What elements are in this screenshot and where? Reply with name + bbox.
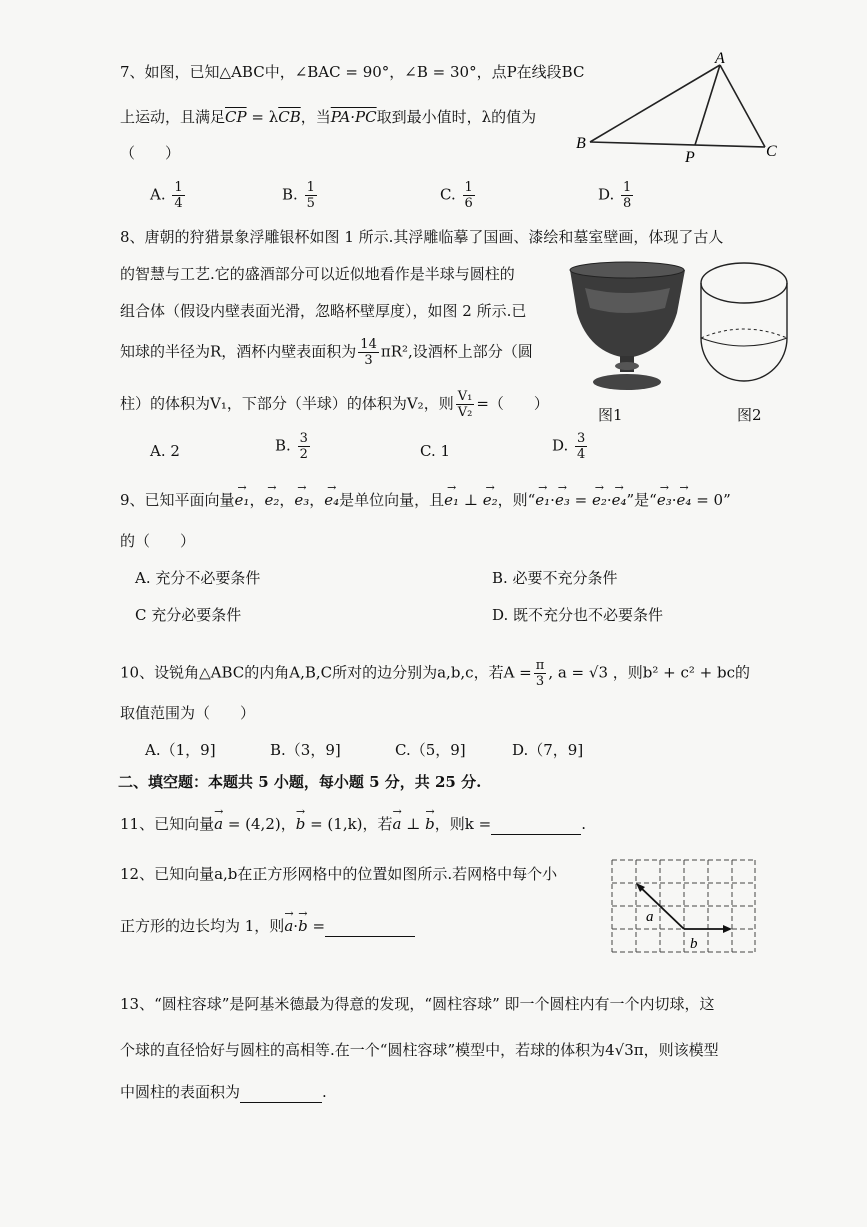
q7-line2-d: 取到最小值时，λ的值为 xyxy=(376,108,537,126)
q9-line2: 的（ ） xyxy=(120,532,196,550)
q7-line2 xyxy=(120,107,536,127)
q10-option-c: C.（5，9] xyxy=(395,741,466,759)
q12-label-a: a xyxy=(646,909,654,925)
q9-option-b: B. 必要不充分条件 xyxy=(492,569,618,587)
q8-fig1-caption: 图1 xyxy=(598,406,623,424)
q10-option-d: D.（7，9] xyxy=(512,741,584,759)
q12-grid-figure xyxy=(610,858,758,954)
q8-line4: 知球的半径为R，酒杯内壁表面积为 $\frac{14}{3}$ πR²,设酒杯上部分（圆 xyxy=(120,337,533,368)
q8-cup-diagram xyxy=(695,258,795,393)
q12-line1: 12、已知向量a,b在正方形网格中的位置如图所示.若网格中每个小 xyxy=(120,865,558,883)
q11-answer-blank xyxy=(491,814,581,835)
q8-fig2-caption: 图2 xyxy=(737,406,762,424)
q7-vec-cb: $\overline{CB}$ xyxy=(278,108,301,126)
q7-option-c: C. $\frac{1}{6}$ xyxy=(440,180,473,211)
q9-option-a: A. 充分不必要条件 xyxy=(135,569,261,587)
q8-option-c: C. 1 xyxy=(420,442,451,460)
q9-line1: 9、已知平面向量→ e₁，→ e₂，→ e₃，→ e₄是单位向量，且→ e₁ ⊥ → e₂，则“→ e₁·→ e₃ = → e₂·→ e₄”是“→ e₃·→ e₄ = 0” xyxy=(120,490,731,510)
q7-line1: 7、如图，已知△ABC中，∠BAC = 90°，∠B = 30°，点P在线段BC xyxy=(120,63,585,81)
q10-line1: 10、设锐角△ABC的内角A,B,C所对的边分别为a,b,c，若A = $\frac{\pi}{3}$ , a = √3 ，则b² + c² + bc的 xyxy=(120,658,751,689)
q7-option-a: A. $\frac{1}{4}$ xyxy=(150,180,183,211)
q7-label-a: A xyxy=(715,50,725,67)
q7-paren: （ ） xyxy=(120,144,181,162)
q7-vec-pa-pc: PA·PC xyxy=(330,108,377,126)
q7-label-c: C xyxy=(766,143,777,160)
q8-goblet-photo xyxy=(565,258,690,393)
q7-vec-cp: $\overline{CP}$ xyxy=(225,108,247,126)
q13-line1: 13、“圆柱容球”是阿基米德最为得意的发现，“圆柱容球” 即一个圆柱内有一个内切球，这 xyxy=(120,995,715,1013)
q10-option-b: B.（3，9] xyxy=(270,741,341,759)
q8-option-d: D. $\frac{3}{4}$ xyxy=(552,431,586,462)
q9-option-d: D. 既不充分也不必要条件 xyxy=(492,606,664,624)
q7-label-b: B xyxy=(576,135,586,152)
q8-line2: 的智慧与工艺.它的盛酒部分可以近似地看作是半球与圆柱的 xyxy=(120,265,515,283)
q12-answer-blank xyxy=(325,916,415,937)
q11-line: 11、已知向量→ a = (4,2)，→ b = (1,k)，若→ a ⊥ → b，则k = . xyxy=(120,814,586,835)
q10-option-a: A.（1，9] xyxy=(145,741,216,759)
q13-answer-blank xyxy=(240,1082,322,1103)
q12-line2: 正方形的边长均为 1，则→ a·→ b = xyxy=(120,916,415,937)
q7-line2-a: 上运动，且满足 xyxy=(120,108,226,126)
q8-option-b: B. $\frac{3}{2}$ xyxy=(275,431,308,462)
q7-option-b: B. $\frac{1}{5}$ xyxy=(282,180,315,211)
q12-label-b: b xyxy=(690,936,698,952)
q7-line2-b: = λ xyxy=(246,108,279,126)
section2-heading: 二、填空题：本题共 5 小题，每小题 5 分，共 25 分. xyxy=(118,773,482,791)
q13-line2: 个球的直径恰好与圆柱的高相等.在一个“圆柱容球”模型中，若球的体积为4√3π，则该模型 xyxy=(120,1041,719,1059)
q7-triangle-figure xyxy=(570,50,790,165)
q8-option-a: A. 2 xyxy=(150,442,180,460)
q10-line2: 取值范围为（ ） xyxy=(120,704,256,722)
q7-line2-c: ，当 xyxy=(300,108,331,126)
q8-line1: 8、唐朝的狩猎景象浮雕银杯如图 1 所示.其浮雕临摹了国画、漆绘和墓室壁画，体现了古人 xyxy=(120,228,724,246)
q8-line3: 组合体（假设内壁表面光滑，忽略杯壁厚度），如图 2 所示.已 xyxy=(120,302,527,320)
q9-option-c: C 充分必要条件 xyxy=(135,606,242,624)
q7-label-p: P xyxy=(685,149,695,165)
q13-line3: 中圆柱的表面积为 . xyxy=(120,1083,327,1101)
q7-option-d: D. $\frac{1}{8}$ xyxy=(598,180,632,211)
q8-line5: 柱）的体积为V₁，下部分（半球）的体积为V₂，则 $\frac{\text{V₁}}{\text{V₂}}$ =（ ） xyxy=(120,389,549,420)
